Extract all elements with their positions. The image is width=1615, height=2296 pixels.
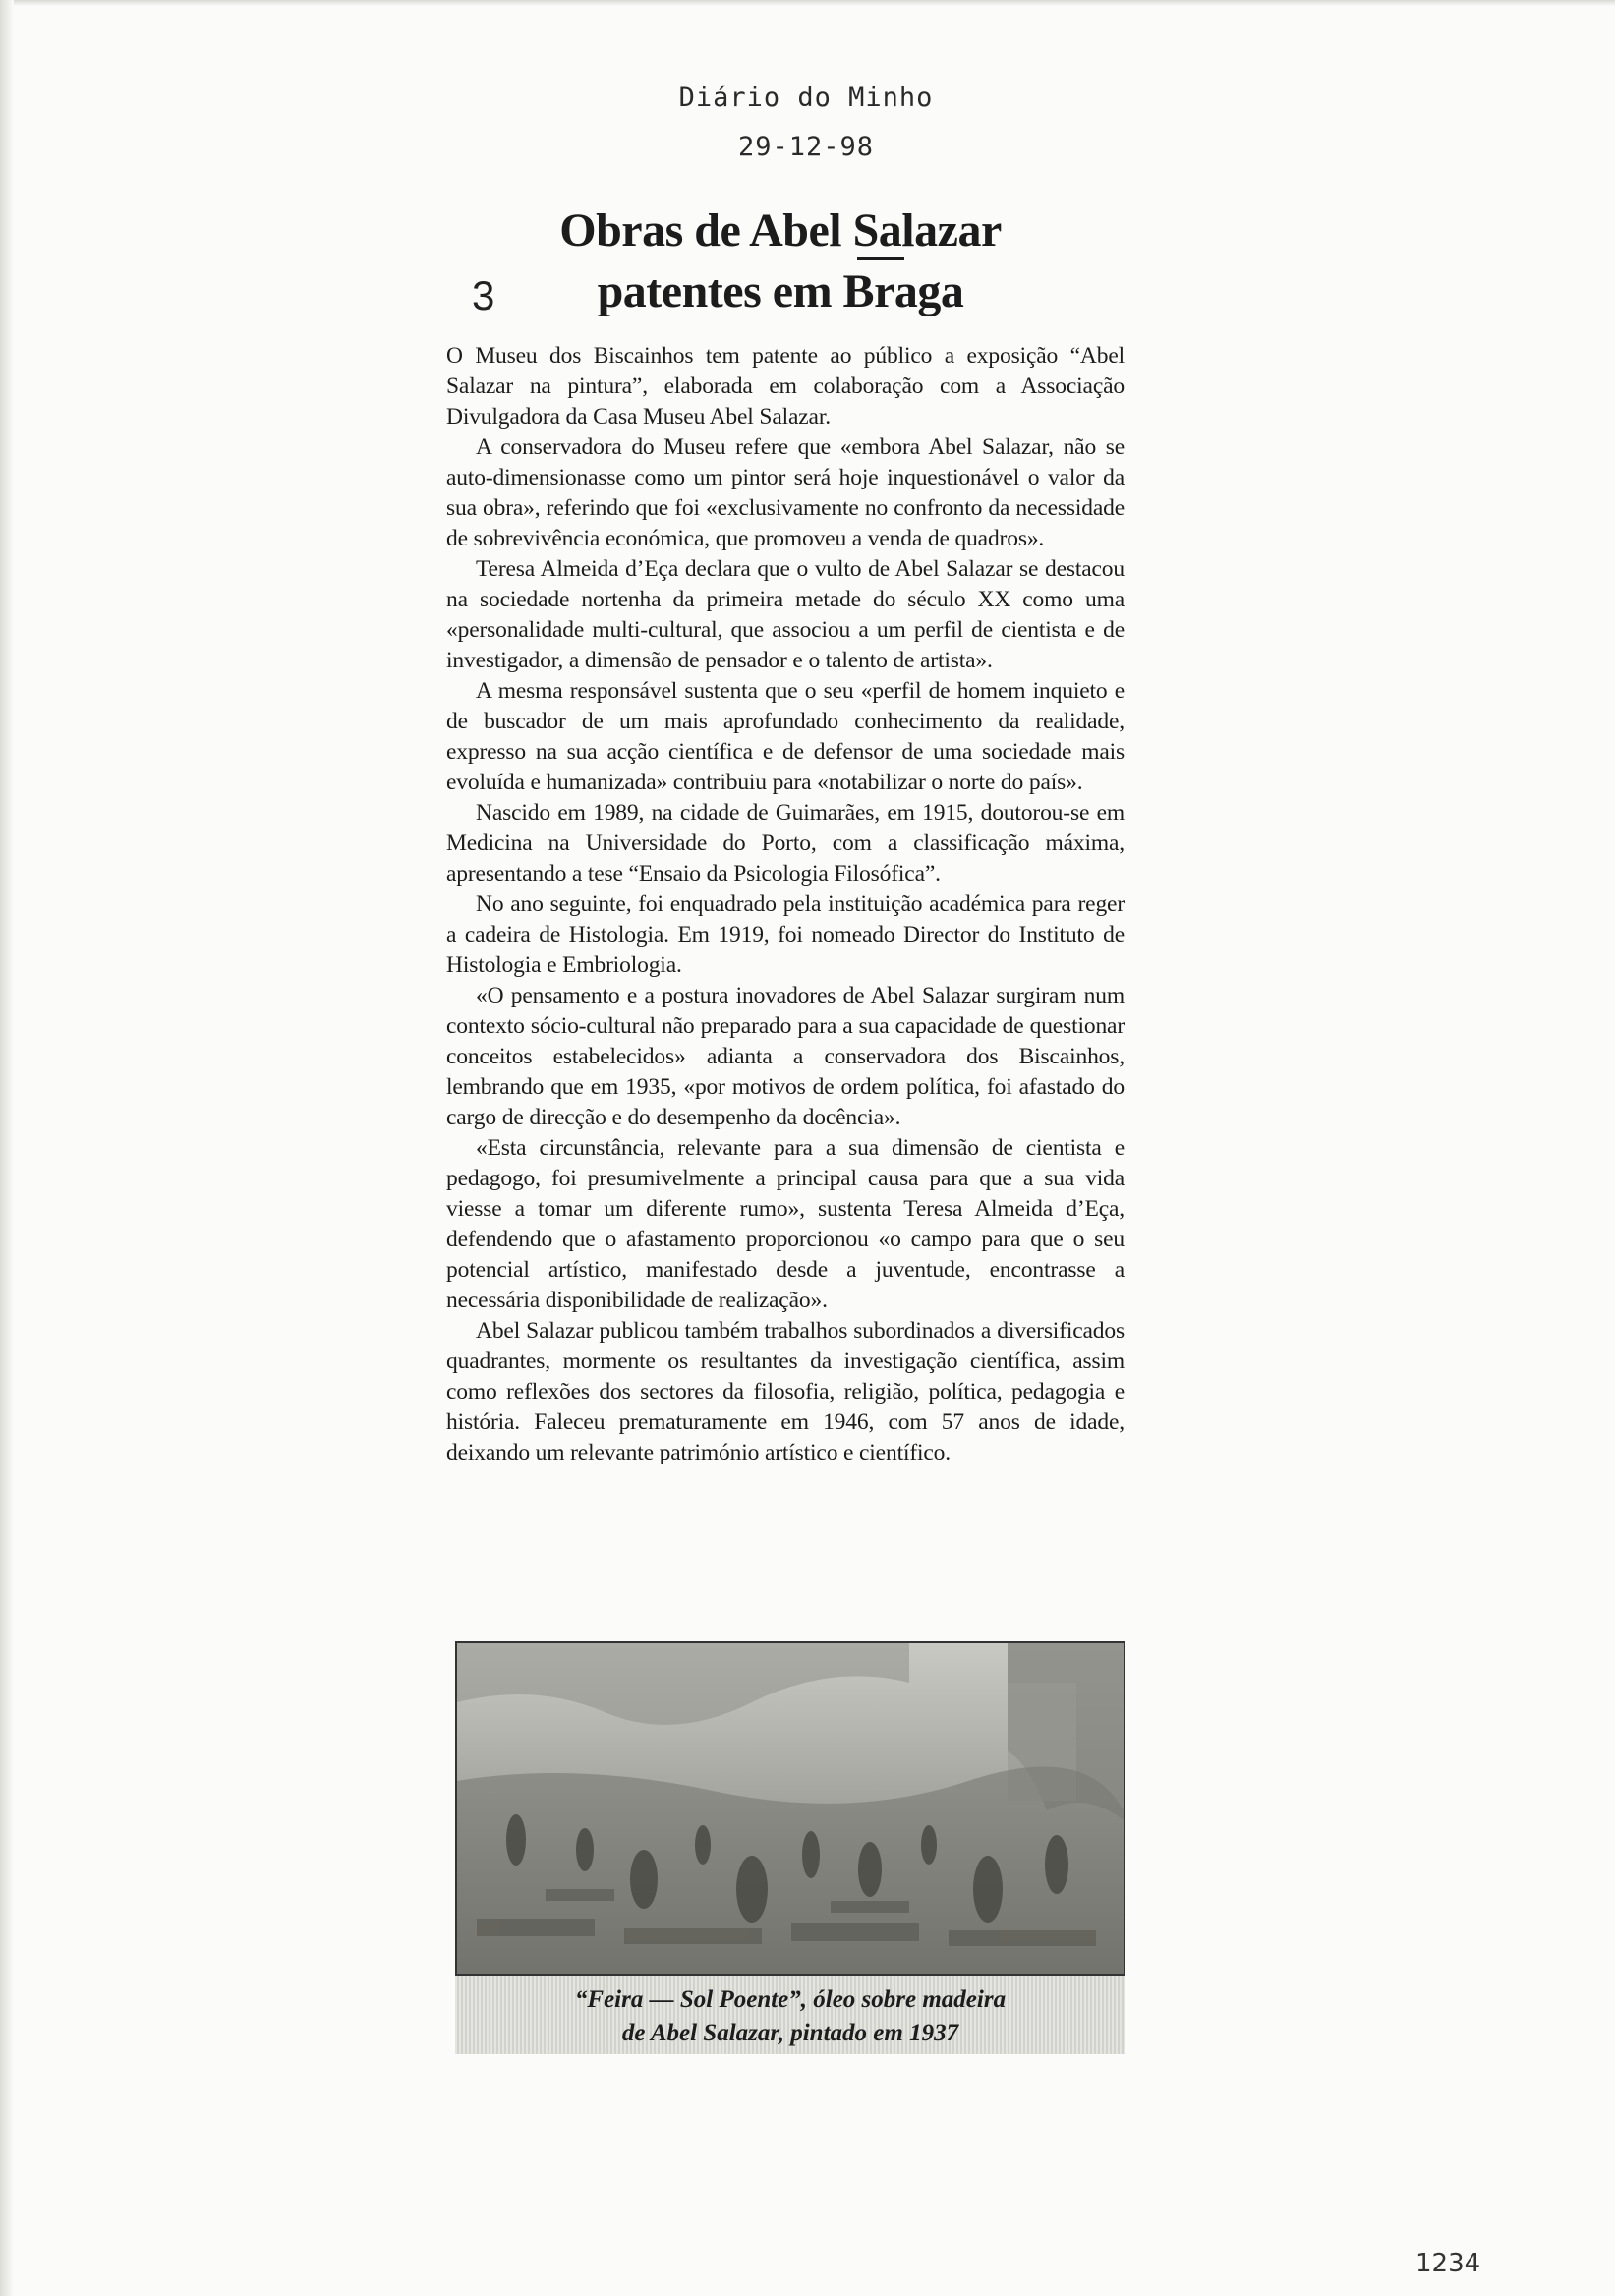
paragraph-3: Teresa Almeida d’Eça declara que o vulto de Abel Salazar se destacou na sociedade nortenha da primeira metade do século XX como uma «personalidade multi-cultural, que associou a um perfil de cientista e de investigador, a dimensão de pensador e o talento de artista». bbox=[446, 556, 1125, 673]
paragraph-8: «Esta circunstância, relevante para a sua dimensão de cientista e pedagogo, foi presumivelmente a principal causa para que a sua vida viesse a tomar um diferente rumo», sustenta Teresa Almeida d’Eça, defendendo que o afastamento proporcionou «o campo para que o seu potencial artístico, manifestado desde a juventude, encontrasse a necessária disponibilidade de realização». bbox=[446, 1135, 1125, 1313]
caption-line-2: de Abel Salazar, pintado em 1937 bbox=[621, 2020, 959, 2046]
paragraph-5: Nascido em 1989, na cidade de Guimarães, em 1915, doutorou-se em Medicina na Universidade do Porto, com a classificação máxima, apresentando a tese “Ensaio da Psicologia Filosófica”. bbox=[446, 800, 1125, 887]
headline-line-1: Obras de Abel Salazar bbox=[559, 204, 1002, 257]
paragraph-7: «O pensamento e a postura inovadores de Abel Salazar surgiram num contexto sócio-cultural não preparado para a sua capacidade de questionar conceitos estabelecidos» adianta a conservadora dos Biscainhos, lembrando que em 1935, «por motivos de ordem política, foi afastado do cargo de direcção e do desempenho da docência». bbox=[446, 983, 1125, 1130]
paragraph-1: O Museu dos Biscainhos tem patente ao público a exposição “Abel Salazar na pintura”, elaborada em colaboração com a Associação Divulgadora da Casa Museu Abel Salazar. bbox=[446, 343, 1125, 430]
headline-line-2 bbox=[433, 262, 1128, 321]
paragraph-9: Abel Salazar publicou também trabalhos subordinados a diversificados quadrantes, mormente os resultantes da investigação científica, assim como reflexões dos sectores da filosofia, religião, política, pedagogia e história. Faleceu prematuramente em 1946, com 57 anos de idade, deixando um relevante património artístico e científico. bbox=[446, 1318, 1125, 1465]
scan-edge-top bbox=[0, 0, 1615, 6]
newspaper-stamp: Diário do Minho bbox=[678, 83, 934, 113]
article-body bbox=[446, 341, 1125, 1468]
paragraph-6: No ano seguinte, foi enquadrado pela instituição académica para reger a cadeira de Histologia. Em 1919, foi nomeado Director do Instituto de Histologia e Embriologia. bbox=[446, 891, 1125, 978]
handwritten-margin-mark: 3 bbox=[472, 272, 495, 318]
photo-caption bbox=[455, 1976, 1125, 2054]
scan-edge-left bbox=[0, 0, 14, 2296]
caption-line-1: “Feira — Sol Poente”, óleo sobre madeira bbox=[574, 1986, 1007, 2013]
headline-line-2-text: patentes em Braga bbox=[597, 265, 964, 317]
paragraph-4: A mesma responsável sustenta que o seu «perfil de homem inquieto e de buscador de um mais aprofundado conhecimento da realidade, expresso na sua acção científica e de defensor de uma sociedade mais evoluída e humanizada» contribuiu para «notabilizar o norte do país». bbox=[446, 678, 1125, 795]
paragraph-2: A conservadora do Museu refere que «embora Abel Salazar, não se auto-dimensionasse como um pintor será hoje inquestionável o valor da sua obra», referindo que foi «exclusivamente no confronto da necessidade de sobrevivência económica, que promoveu a venda de quadros». bbox=[446, 434, 1125, 551]
date-stamp: 29-12-98 bbox=[737, 132, 875, 162]
painting-market-scene bbox=[457, 1643, 1124, 1974]
painting-photo bbox=[455, 1641, 1125, 1976]
page-number: 1234 bbox=[1415, 2249, 1481, 2278]
newspaper-clipping bbox=[433, 192, 1128, 2049]
headline-overline-mark bbox=[857, 257, 904, 260]
